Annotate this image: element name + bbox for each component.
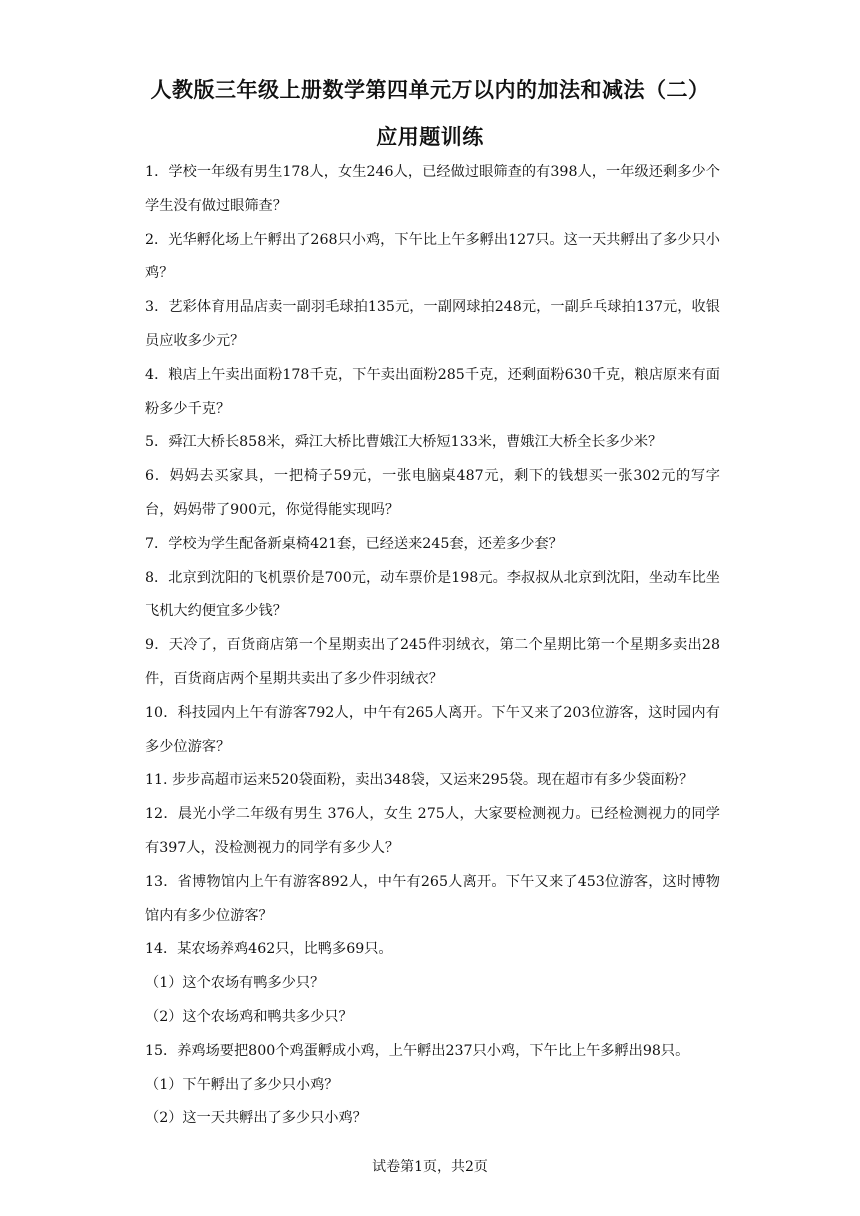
question-list <box>145 156 720 1136</box>
question-1: 1．学校一年级有男生178人，女生246人，已经做过眼筛查的有398人，一年级还剩多少个学生没有做过眼筛查？ <box>145 164 720 214</box>
question-9: 9．天冷了，百货商店第一个星期卖出了245件羽绒衣，第二个星期比第一个星期多卖出28件，百货商店两个星期共卖出了多少件羽绒衣？ <box>145 637 720 687</box>
question-3: 3．艺彩体育用品店卖一副羽毛球拍135元，一副网球拍248元，一副乒乓球拍137元，收银员应收多少元？ <box>145 299 720 349</box>
page-title: 人教版三年级上册数学第四单元万以内的加法和减法（二） <box>150 78 710 102</box>
question-15-part-1: （1）下午孵出了多少只小鸡？ <box>145 1076 339 1093</box>
question-6: 6．妈妈去买家具，一把椅子59元，一张电脑桌487元，剩下的钱想买一张302元的写字台，妈妈带了900元，你觉得能实现吗？ <box>145 468 720 518</box>
question-2: 2．光华孵化场上午孵出了268只小鸡，下午比上午多孵出127只。这一天共孵出了多少只小鸡？ <box>145 231 720 282</box>
page-subtitle: 应用题训练 <box>376 125 484 149</box>
question-15-part-2: （2）这一天共孵出了多少只小鸡？ <box>145 1110 367 1127</box>
question-4: 4．粮店上午卖出面粉178千克，下午卖出面粉285千克，还剩面粉630千克，粮店原来有面粉多少千克？ <box>145 366 720 417</box>
question-12: 12．晨光小学二年级有男生 376人，女生 275人，大家要检测视力。已经检测视力的同学有397人，没检测视力的同学有多少人？ <box>145 806 720 856</box>
question-8: 8．北京到沈阳的飞机票价是700元，动车票价是198元。李叔叔从北京到沈阳，坐动车比坐飞机大约便宜多少钱？ <box>145 569 720 620</box>
question-14: 14．某农场养鸡462只，比鸭多69只。 <box>145 941 393 958</box>
question-13: 13．省博物馆内上午有游客892人，中午有265人离开。下午又来了453位游客，这时博物馆内有多少位游客？ <box>145 873 720 924</box>
question-11: 11. 步步高超市运来520袋面粉，卖出348袋，又运来295袋。现在超市有多少袋面粉？ <box>145 772 694 789</box>
question-7: 7．学校为学生配备新桌椅421套，已经送来245套，还差多少套？ <box>145 535 563 552</box>
question-10: 10．科技园内上午有游客792人，中午有265人离开。下午又来了203位游客，这时园内有多少位游客？ <box>145 704 720 755</box>
question-14-part-1: （1）这个农场有鸭多少只？ <box>145 975 325 992</box>
question-5: 5．舜江大桥长858米，舜江大桥比曹娥江大桥短133米，曹娥江大桥全长多少米？ <box>145 434 663 451</box>
question-14-part-2: （2）这个农场鸡和鸭共多少只？ <box>145 1008 353 1025</box>
question-15: 15．养鸡场要把800个鸡蛋孵成小鸡，上午孵出237只小鸡，下午比上午多孵出98只。 <box>145 1042 690 1059</box>
page-footer: 试卷第1页，共2页 <box>372 1159 488 1175</box>
